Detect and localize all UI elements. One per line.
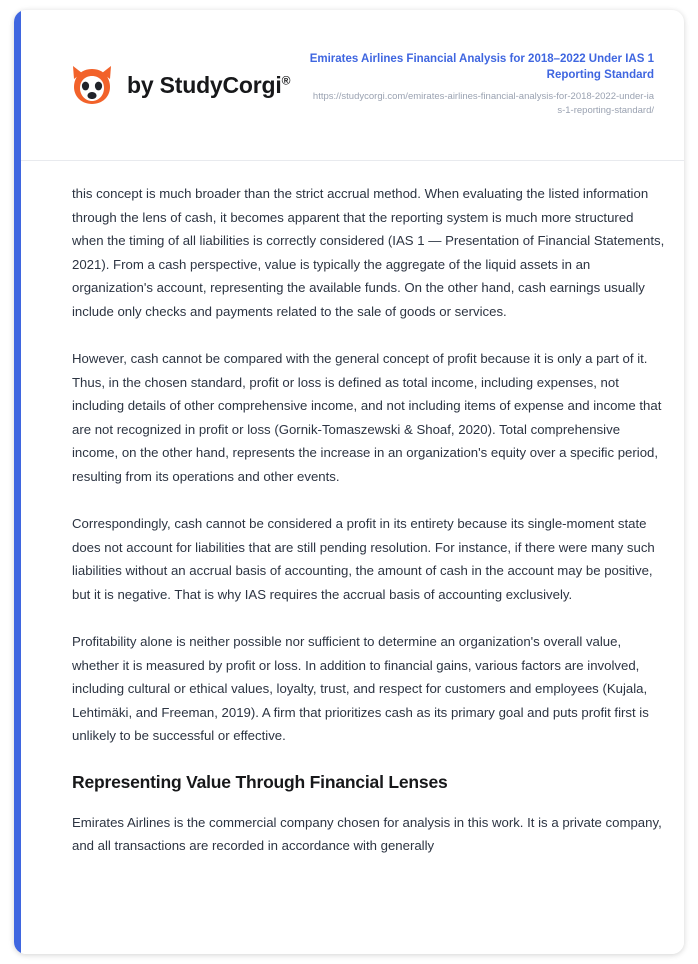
document-content: [72, 182, 666, 882]
paragraph: Emirates Airlines is the commercial company chosen for analysis in this work. It is a private company, and all transactions are recorded in accordance with generally: [72, 814, 662, 853]
paragraph: this concept is much broader than the strict accrual method. When evaluating the listed information through the lens of cash, it becomes apparent that the reporting system is much more structured when the timing of all liabilities is correctly considered (IAS 1 — Presentation of Financial Statements, 2021). From a cash perspective, value is typically the aggregate of the liquid assets in an organization's account, representing the available funds. On the other hand, cash earnings usually include only checks and payments related to the sale of goods or services.: [72, 186, 665, 319]
document-sheet: [14, 10, 684, 954]
registered-mark: ®: [281, 72, 291, 87]
document-url[interactable]: https://studycorgi.com/emirates-airlines-financial-analysis-for-2018-2022-under-ias-1-reporting-standard/: [312, 91, 654, 117]
brand: [69, 63, 290, 107]
fox-logo-icon: [69, 63, 115, 107]
document-title: Emirates Airlines Financial Analysis for 2018–2022 Under IAS 1 Reporting Standard: [309, 53, 654, 81]
document-meta: [309, 52, 654, 118]
accent-bar: [14, 10, 21, 954]
document-header: [21, 10, 684, 160]
paragraph: Correspondingly, cash cannot be considered a profit in its entirety because its single-moment state does not account for liabilities that are still pending resolution. For instance, if there were many such liabilities without an accrual basis of accounting, the amount of cash in the account may be positive, but it is negative. That is why IAS requires the accrual basis of accounting exclusively.: [72, 516, 655, 602]
brand-name: by StudyCorgi®: [127, 71, 291, 98]
section-heading: Representing Value Through Financial Lenses: [72, 771, 448, 792]
page-bottom-mask: [21, 936, 684, 954]
header-divider: [21, 160, 684, 161]
paragraph: However, cash cannot be compared with the general concept of profit because it is only a part of it. Thus, in the chosen standard, profit or loss is defined as total income, including expenses, not including details of other comprehensive income, and not including items of expense and income that are not recognized in profit or loss (Gornik-Tomaszewski & Shoaf, 2020). Total comprehensive income, on the other hand, represents the increase in an organization's equity over a specific period, resulting from its operations and other events.: [72, 351, 662, 484]
paragraph: Profitability alone is neither possible nor sufficient to determine an organization's overall value, whether it is measured by profit or loss. In addition to financial gains, various factors are involved, including cultural or ethical values, loyalty, trust, and respect for customers and employees (Kujala, Lehtimäki, and Freeman, 2019). A firm that prioritizes cash as its primary goal and puts profit first is unlikely to be successful or effective.: [72, 634, 649, 743]
